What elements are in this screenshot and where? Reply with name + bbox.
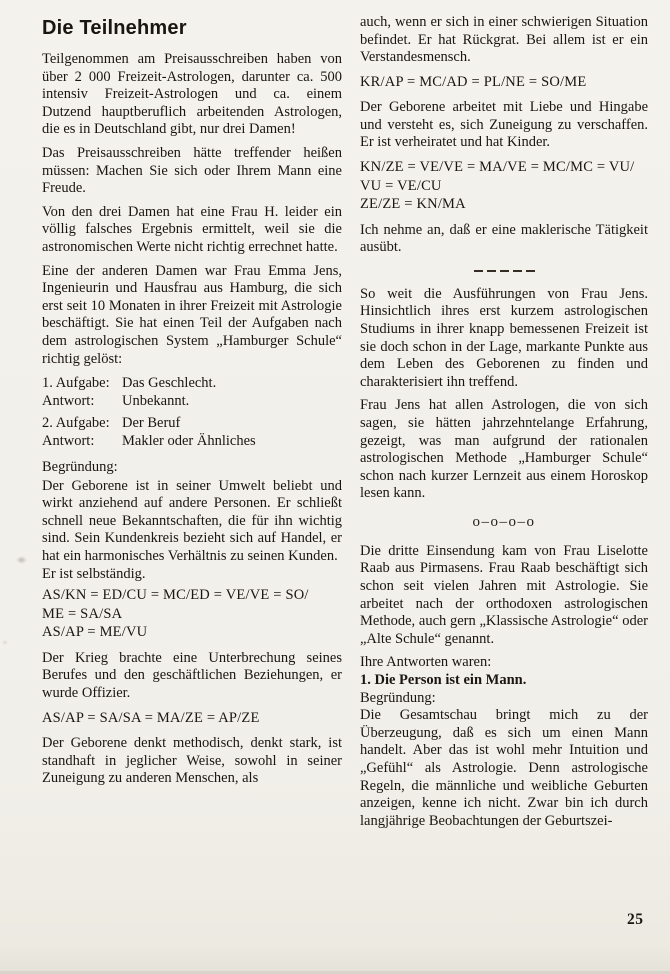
formula-line: ME = SA/SA (42, 605, 123, 622)
astro-formula-block (360, 73, 648, 92)
paragraph-maklerisch: Ich nehme an, daß er eine maklerische Tätigkeit ausübt. (360, 221, 648, 256)
paragraph-frau-jens-lob: Frau Jens hat allen Astrologen, die von sich sagen, sie hätten jahrzehntelange Erfahrung, gezeigt, was man aufgrund der rationalen astrologischen Methode „Hamburger Schule“ schon nach kurzer Lernzeit aus einem Horoskop lesen kann. (360, 397, 648, 502)
circle-dash-separator: o–o–o–o (472, 513, 536, 530)
formula-line: AS/AP = SA/SA = MA/ZE = AP/ZE (42, 709, 260, 726)
paragraph-participants: Teilgenommen am Preisausschreiben haben von über 2 000 Freizeit-Astrologen, darunter ca. 500 intensiv Freizeit-Astrologen und ca. einem Dutzend hauptberuflich arbeitenden Astrologen, die es in Deutschland gibt, nur drei Damen! (42, 51, 342, 138)
astro-formula-block (42, 586, 342, 642)
astro-formula-block (42, 709, 342, 728)
paragraph-frau-h: Von den drei Damen hat eine Frau H. leider ein völlig falsches Ergebnis ermittelt, weil sie die astronomischen Werte nicht richtig errechnet hatte. (42, 203, 342, 255)
qa-value: Unbekannt. (122, 393, 190, 410)
begruendung-label: Begründung: (360, 689, 436, 706)
paragraph-frau-jens-intro: Eine der anderen Damen war Frau Emma Jens, Ingenieurin und Hausfrau aus Hamburg, die sich erst seit 10 Monaten in ihrer Freizeit mit Astrologie beschäftigt. Sie hat einen Teil der Aufgaben nach dem astrologischen System „Hamburger Schule“ richtig gelöst: (42, 262, 342, 367)
section-heading: Die Teilnehmer (42, 17, 187, 39)
qa-label: Antwort: (42, 393, 95, 410)
task-answer-list (42, 374, 342, 450)
line-selbstaendig: Er ist selbständig. (42, 565, 146, 582)
astro-formula-block (360, 158, 648, 214)
paragraph-gesamtschau: Die Gesamtschau bringt mich zu der Überzeugung, daß es sich um einen Mann handelt. Aber das ist wohl mehr Intuition und „Gefühl“ als Astrologie. Denn astrologische Regeln, die männliche und weibliche Geburten anzeigen, kenne ich nicht. Zwar bin ich durch langjährige Beobachtungen der Geburtszei- (360, 707, 648, 829)
paragraph-reasoning: Der Geborene ist in seiner Umwelt beliebt und wirkt anziehend auf andere Personen. Er schließt schnell neue Bekanntschaften, die für ihn wichtig sind. Sein Kundenkreis bezieht sich auf Handel, er hat ein harmonisches Verhältnis zu seinen Kunden. (42, 477, 342, 565)
answer-person-mann: 1. Die Person ist ein Mann. (360, 672, 527, 689)
formula-line: ZE/ZE = KN/MA (360, 196, 466, 213)
paragraph-so-weit: So weit die Ausführungen von Frau Jens. Hinsichtlich ihres erst kurzem astrologischen Studiums in ihrer knapp bemessenen Freizeit ist sie doch schon in der Lage, markante Punkte aus dem Leben des Geborenen zu finden und charakterisiert ihn treffend. (360, 285, 648, 390)
paragraph-contest-name: Das Preisausschreiben hätte treffender heißen müssen: Machen Sie sich oder Ihrem Mann eine Freude. (42, 144, 342, 197)
formula-line: VU = VE/CU (360, 177, 442, 194)
formula-line: KR/AP = MC/AD = PL/NE = SO/ME (360, 73, 587, 90)
paragraph-krieg: Der Krieg brachte eine Unterbrechung seines Berufes und den geschäftlichen Beziehungen, er wurde Offizier. (42, 649, 342, 701)
paragraph-frau-raab: Die dritte Einsendung kam von Frau Liselotte Raab aus Pirmasens. Frau Raab beschäftigt sich schon seit vielen Jahren mit Astrologie. Sie arbeitet nach der orthodoxen astrologischen Methode, auch gern „Klassische Astrologie“ oder „Alte Schule“ genannt. (360, 542, 648, 647)
qa-label: Antwort: (42, 433, 95, 450)
qa-row (42, 374, 342, 392)
paragraph-situation: auch, wenn er sich in einer schwierigen Situation befindet. Er hat Rückgrat. Bei allem ist er ein Verstandesmensch. (360, 14, 648, 66)
qa-row (42, 392, 342, 410)
begruendung-label: Begründung: (42, 459, 118, 476)
line-antworten: Ihre Antworten waren: (360, 654, 492, 671)
qa-row (42, 414, 342, 432)
qa-label: 1. Aufgabe: (42, 375, 110, 392)
formula-line: AS/KN = ED/CU = MC/ED = VE/VE = SO/ (42, 587, 309, 604)
formula-line: AS/AP = ME/VU (42, 624, 148, 641)
dashed-separator (474, 270, 535, 272)
page-number: 25 (627, 911, 644, 928)
right-column (360, 14, 648, 830)
qa-value: Makler oder Ähnliches (122, 433, 256, 450)
scan-speck (2, 640, 8, 645)
left-column (42, 16, 342, 794)
scan-speck (16, 556, 27, 564)
qa-row (42, 432, 342, 450)
qa-value: Das Geschlecht. (122, 375, 217, 392)
qa-label: 2. Aufgabe: (42, 415, 110, 432)
formula-line: KN/ZE = VE/VE = MA/VE = MC/MC = VU/ (360, 159, 635, 176)
paragraph-methodisch: Der Geborene denkt methodisch, denkt stark, ist standhaft in jeglicher Weise, sowohl in seiner Zuneigung zu anderen Menschen, als (42, 735, 342, 787)
qa-value: Der Beruf (122, 415, 181, 432)
paragraph-liebe-hingabe: Der Geborene arbeitet mit Liebe und Hingabe und versteht es, sich Zuneigung zu verschaffen. Er ist verheiratet und hat Kinder. (360, 99, 648, 151)
